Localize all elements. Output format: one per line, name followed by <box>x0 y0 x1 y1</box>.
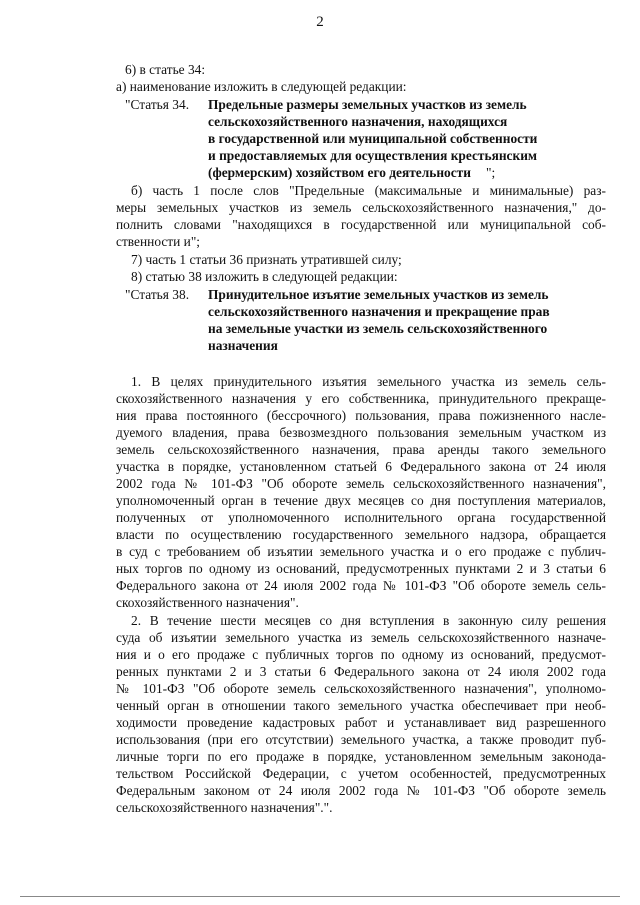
paragraph-1-line: участка в порядке, установленном статьей 6 Федерального закона от 24 июля <box>116 459 606 474</box>
paragraph-1-line: земель сельскохозяйственного назначения, права аренды такого земельного <box>116 442 606 457</box>
article-38-title-line: назначения <box>208 338 278 353</box>
paragraph-2-line: ния и о его продаже с публичных торгов по одному из оснований, предусмот- <box>116 647 606 662</box>
paragraph-2-line: № 101-ФЗ "Об обороте земель сельскохозяйственного назначения", уполномо- <box>116 681 606 696</box>
item-6b-line: ственности и"; <box>116 234 201 249</box>
paragraph-2-line: тельством Российской Федерации, с учетом особенностей, предусмотренных <box>116 766 606 781</box>
article-34-title-line: в государственной или муниципальной собственности <box>208 131 538 146</box>
paragraph-1-line: ния права постоянного (бессрочного) пользования, права пожизненного насле- <box>116 408 606 423</box>
article-38-label: "Статья 38. <box>125 287 190 302</box>
paragraph-1-line: уполномоченный орган в течение двух месяцев со дня поступления материалов, <box>116 493 606 508</box>
bottom-scan-edge <box>20 896 620 897</box>
article-38-title-line: Принудительное изъятие земельных участков из земель <box>208 287 549 302</box>
paragraph-2-line: использования (при его отсутствии) земельного участка, а также проводит пуб- <box>116 732 606 747</box>
paragraph-1-line: в суд с требованием об изъятии земельного участка и о его продаже с публич- <box>116 544 606 559</box>
article-34-title-line: (фермерским) хозяйством его деятельности <box>208 165 471 180</box>
item-7: 7) часть 1 статьи 36 признать утратившей силу; <box>131 252 402 267</box>
article-34-title-line: Предельные размеры земельных участков из земель <box>208 97 527 112</box>
paragraph-1-line: 2002 года № 101-ФЗ "Об обороте земель сельскохозяйственного назначения", <box>116 476 606 491</box>
paragraph-1-line: власти по осуществлению государственного земельного надзора, обращается <box>116 527 606 542</box>
paragraph-1-line: полученных от уполномоченного исполнительного органа государственной <box>116 510 606 525</box>
paragraph-1-line: скохозяйственного назначения". <box>116 595 299 610</box>
paragraph-2-line: суда об изъятии земельного участка из земель сельскохозяйственного назначе- <box>116 630 606 645</box>
article-34-title-end: "; <box>486 165 496 180</box>
paragraph-2-line: Федеральным законом от 24 июля 2002 года № 101-ФЗ "Об обороте земель <box>116 783 606 798</box>
item-6b-line: меры земельных участков из земель сельскохозяйственного назначения," до- <box>116 200 606 215</box>
article-34-title-line: и предоставляемых для осуществления крестьянским <box>208 148 538 163</box>
article-38-title-line: сельскохозяйственного назначения и прекращение прав <box>208 304 550 319</box>
article-38-title-line: на земельные участки из земель сельскохозяйственного <box>208 321 548 336</box>
article-34-title-line: сельскохозяйственного назначения, находящихся <box>208 114 508 129</box>
paragraph-2-line: ченный орган в отношении такого земельного участка обеспечивает при необ- <box>116 698 606 713</box>
paragraph-1-line: Федерального закона от 24 июля 2002 года № 101-ФЗ "Об обороте земель сель- <box>116 578 606 593</box>
article-34-label: "Статья 34. <box>125 97 190 112</box>
item-8: 8) статью 38 изложить в следующей редакции: <box>131 269 398 284</box>
paragraph-2-line: 2. В течение шести месяцев со дня вступления в законную силу решения <box>131 613 606 628</box>
paragraph-2-line: личные торги по его продаже в порядке, установленном земельным законода- <box>116 749 606 764</box>
item-6: 6) в статье 34: <box>125 62 206 77</box>
page-number: 2 <box>316 14 324 30</box>
paragraph-2-line: ходимости проведение кадастровых работ и устанавливает вид разрешенного <box>116 715 606 730</box>
paragraph-2-line: сельскохозяйственного назначения".". <box>116 800 333 815</box>
item-6b-line: б) часть 1 после слов "Предельные (максимальные и минимальные) раз- <box>131 183 606 198</box>
paragraph-2-line: ренных пунктами 2 и 3 статьи 6 Федерального закона от 24 июля 2002 года <box>116 664 606 679</box>
paragraph-1-line: скохозяйственного назначения у его собственника, принудительного прекраще- <box>116 391 606 406</box>
item-6a: а) наименование изложить в следующей редакции: <box>116 79 407 94</box>
paragraph-1-line: дуемого владения, права безвозмездного пользования земельным участком из <box>116 425 606 440</box>
item-6b-line: полнить словами "находящихся в государственной или муниципальной соб- <box>116 217 606 232</box>
paragraph-1-line: 1. В целях принудительного изъятия земельного участка из земель сель- <box>131 374 606 389</box>
paragraph-1-line: ных торгов по одному из оснований, предусмотренных пунктами 2 и 3 статьи 6 <box>116 561 606 576</box>
